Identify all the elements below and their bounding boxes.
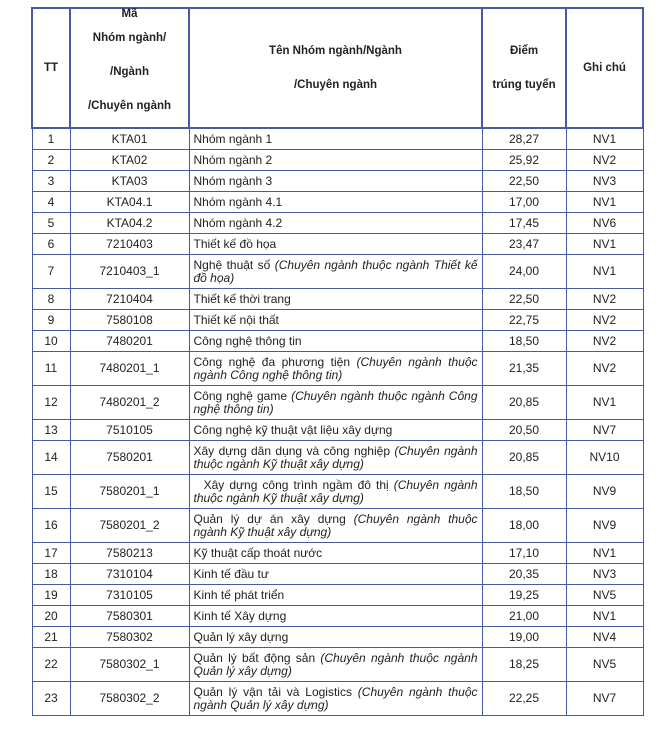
row-name: [189, 564, 482, 585]
table-row: [32, 509, 643, 543]
row-note: NV1: [566, 234, 643, 255]
row-name: [189, 234, 482, 255]
row-name: [189, 627, 482, 648]
row-note: NV1: [566, 386, 643, 420]
row-score: 20,85: [482, 386, 566, 420]
table-row: [32, 128, 643, 150]
row-name: [189, 386, 482, 420]
row-note: NV3: [566, 564, 643, 585]
row-note: NV3: [566, 171, 643, 192]
row-score: 21,35: [482, 352, 566, 386]
row-tt: 21: [32, 627, 70, 648]
table-row: [32, 627, 643, 648]
row-code: 7210403_1: [70, 255, 189, 289]
row-name-text: Xây dựng dân dụng và công nghiệp: [193, 443, 395, 458]
header-score-line: trúng tuyển: [492, 79, 556, 91]
row-name: [189, 509, 482, 543]
row-tt: 6: [32, 234, 70, 255]
row-tt: 18: [32, 564, 70, 585]
row-name-text: Kỹ thuật cấp thoát nước: [193, 545, 323, 560]
row-name-note: (Chuyên ngành thuộc ngành Thiết kế đồ họa): [193, 257, 478, 285]
row-name-text: Quản lý dự án xây dựng: [193, 511, 354, 526]
row-name: [189, 192, 482, 213]
row-tt: 19: [32, 585, 70, 606]
row-tt: 22: [32, 648, 70, 682]
row-score: 20,35: [482, 564, 566, 585]
row-note: NV9: [566, 509, 643, 543]
row-tt: 5: [32, 213, 70, 234]
table-row: [32, 441, 643, 475]
table-row: [32, 648, 643, 682]
row-code: 7580302_2: [70, 682, 189, 716]
row-code: 7580201_1: [70, 475, 189, 509]
row-name: [189, 441, 482, 475]
row-note: NV6: [566, 213, 643, 234]
row-code: KTA04.2: [70, 213, 189, 234]
header-code-line: Nhóm ngành/: [92, 32, 167, 44]
row-note: NV7: [566, 682, 643, 716]
row-tt: 23: [32, 682, 70, 716]
row-name-text: Kinh tế Xây dựng: [193, 608, 287, 623]
header-score: [482, 8, 566, 128]
row-note: NV1: [566, 543, 643, 564]
row-code: KTA04.1: [70, 192, 189, 213]
row-note: NV2: [566, 352, 643, 386]
row-note: NV2: [566, 331, 643, 352]
row-score: 23,47: [482, 234, 566, 255]
header-name: [189, 8, 482, 128]
row-score: 25,92: [482, 150, 566, 171]
row-name-text: Nhóm ngành 4.1: [193, 194, 283, 209]
table-row: [32, 171, 643, 192]
header-code-line: Mã: [121, 8, 138, 20]
row-name: [189, 331, 482, 352]
row-score: 20,50: [482, 420, 566, 441]
row-name: [189, 648, 482, 682]
row-name-text: Quản lý bất động sản: [193, 650, 321, 665]
table-row: [32, 352, 643, 386]
row-tt: 16: [32, 509, 70, 543]
row-name-text: Công nghệ đa phương tiện: [193, 354, 357, 369]
table-row: [32, 310, 643, 331]
row-name-text: Kinh tế đầu tư: [193, 566, 269, 581]
row-name: [189, 255, 482, 289]
table-body: [32, 128, 643, 716]
table-row: [32, 606, 643, 627]
row-score: 28,27: [482, 128, 566, 150]
row-note: NV1: [566, 192, 643, 213]
row-tt: 9: [32, 310, 70, 331]
row-name-text: Quản lý vận tải và Logistics: [193, 684, 358, 699]
row-code: 7210404: [70, 289, 189, 310]
table-header-row: [32, 8, 643, 128]
table-row: [32, 543, 643, 564]
row-note: NV10: [566, 441, 643, 475]
table-row: [32, 682, 643, 716]
row-name-note: (Chuyên ngành thuộc ngành Công nghệ thông tin): [193, 354, 478, 382]
row-note: NV2: [566, 289, 643, 310]
row-note: NV9: [566, 475, 643, 509]
row-name: [189, 606, 482, 627]
header-name-line: /Chuyên ngành: [293, 79, 378, 91]
row-score: 17,10: [482, 543, 566, 564]
row-name-text: Kinh tế phát triển: [193, 587, 285, 602]
row-score: 22,25: [482, 682, 566, 716]
row-tt: 10: [32, 331, 70, 352]
row-name: [189, 352, 482, 386]
row-note: NV5: [566, 585, 643, 606]
row-score: 20,85: [482, 441, 566, 475]
row-score: 21,00: [482, 606, 566, 627]
row-tt: 11: [32, 352, 70, 386]
row-name: [189, 420, 482, 441]
table-row: [32, 150, 643, 171]
row-score: 19,00: [482, 627, 566, 648]
table-row: [32, 386, 643, 420]
table-row: [32, 475, 643, 509]
header-name-line: Tên Nhóm ngành/Ngành: [269, 45, 402, 57]
row-note: NV2: [566, 310, 643, 331]
row-name-text: Thiết kế thời trang: [193, 291, 291, 306]
row-code: 7480201_1: [70, 352, 189, 386]
row-name-text: Công nghệ kỹ thuật vật liệu xây dựng: [193, 422, 393, 437]
row-name-text: Nhóm ngành 4.2: [193, 215, 283, 230]
row-code: 7580302_1: [70, 648, 189, 682]
row-tt: 3: [32, 171, 70, 192]
row-code: KTA01: [70, 128, 189, 150]
row-name-note: (Chuyên ngành thuộc ngành Kỹ thuật xây dựng): [193, 477, 478, 505]
row-score: 22,50: [482, 289, 566, 310]
row-tt: 20: [32, 606, 70, 627]
row-score: 17,45: [482, 213, 566, 234]
row-code: 7580201_2: [70, 509, 189, 543]
row-note: NV1: [566, 606, 643, 627]
row-score: 24,00: [482, 255, 566, 289]
table-row: [32, 331, 643, 352]
row-code: 7310105: [70, 585, 189, 606]
row-tt: 13: [32, 420, 70, 441]
row-note: NV2: [566, 150, 643, 171]
row-score: 19,25: [482, 585, 566, 606]
row-code: 7480201_2: [70, 386, 189, 420]
row-name: [189, 682, 482, 716]
row-code: 7580301: [70, 606, 189, 627]
row-name: [189, 128, 482, 150]
header-code-line: /Ngành: [110, 66, 149, 78]
row-name-text: Thiết kế nội thất: [193, 312, 279, 327]
row-name: [189, 310, 482, 331]
row-name: [189, 171, 482, 192]
row-name: [189, 213, 482, 234]
row-tt: 12: [32, 386, 70, 420]
row-name-note: (Chuyên ngành thuộc ngành Quản lý xây dựng): [193, 684, 478, 712]
row-name-text: Nhóm ngành 2: [193, 152, 273, 167]
row-name-text: Nhóm ngành 1: [193, 131, 273, 146]
table-row: [32, 585, 643, 606]
row-code: 7480201: [70, 331, 189, 352]
table-row: [32, 255, 643, 289]
row-score: 22,50: [482, 171, 566, 192]
row-name-text: Nhóm ngành 3: [193, 173, 273, 188]
row-note: NV7: [566, 420, 643, 441]
row-name: [189, 543, 482, 564]
table-row: [32, 234, 643, 255]
table-row: [32, 564, 643, 585]
row-score: 17,00: [482, 192, 566, 213]
row-name-note: (Chuyên ngành thuộc ngành Quản lý xây dựng): [193, 650, 478, 678]
row-name-text: Thiết kế đồ họa: [193, 236, 277, 251]
row-score: 18,25: [482, 648, 566, 682]
row-name: [189, 150, 482, 171]
row-code: KTA03: [70, 171, 189, 192]
row-name-text: Quản lý xây dựng: [193, 629, 289, 644]
row-code: 7510105: [70, 420, 189, 441]
row-note: NV1: [566, 128, 643, 150]
row-code: KTA02: [70, 150, 189, 171]
row-code: 7580302: [70, 627, 189, 648]
row-code: 7580108: [70, 310, 189, 331]
row-score: 18,50: [482, 331, 566, 352]
row-tt: 4: [32, 192, 70, 213]
row-note: NV4: [566, 627, 643, 648]
row-tt: 15: [32, 475, 70, 509]
table-row: [32, 213, 643, 234]
row-name-note: (Chuyên ngành thuộc ngành Kỹ thuật xây dựng): [193, 511, 478, 539]
row-score: 18,00: [482, 509, 566, 543]
row-name: [189, 585, 482, 606]
row-tt: 17: [32, 543, 70, 564]
table-row: [32, 192, 643, 213]
row-name-text: Công nghệ thông tin: [193, 333, 302, 348]
row-code: 7210403: [70, 234, 189, 255]
row-note: NV5: [566, 648, 643, 682]
row-name: [189, 289, 482, 310]
row-code: 7580201: [70, 441, 189, 475]
row-tt: 14: [32, 441, 70, 475]
header-code-line: /Chuyên ngành: [87, 100, 172, 112]
header-note: Ghi chú: [566, 8, 643, 128]
row-score: 22,75: [482, 310, 566, 331]
row-name-note: (Chuyên ngành thuộc ngành Công nghệ thông tin): [193, 388, 478, 416]
header-score-line: Điểm: [509, 45, 539, 57]
row-code: 7310104: [70, 564, 189, 585]
row-tt: 7: [32, 255, 70, 289]
row-name-text: Công nghệ game: [193, 388, 292, 403]
row-tt: 2: [32, 150, 70, 171]
admission-score-table: [31, 7, 644, 716]
row-note: NV1: [566, 255, 643, 289]
row-name-text: Nghệ thuật số: [193, 257, 275, 272]
header-tt: TT: [32, 8, 70, 128]
row-tt: 8: [32, 289, 70, 310]
row-name: [189, 475, 482, 509]
row-name-text: Xây dựng công trình ngầm đô thị: [193, 477, 394, 492]
header-code: [70, 8, 189, 128]
row-tt: 1: [32, 128, 70, 150]
row-name-note: (Chuyên ngành thuộc ngành Kỹ thuật xây dựng): [193, 443, 478, 471]
table-row: [32, 420, 643, 441]
row-score: 18,50: [482, 475, 566, 509]
table-row: [32, 289, 643, 310]
row-code: 7580213: [70, 543, 189, 564]
